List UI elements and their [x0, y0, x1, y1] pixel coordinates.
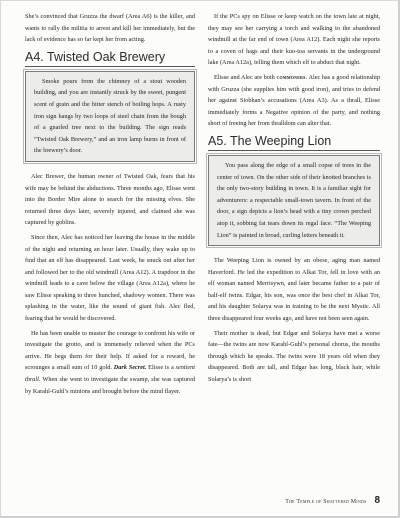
read-aloud-box-a4: Smoke pours from the chimney of a stout wooden building, and you are instantly struck by the sweet, pungent scent of grain and the bitter stench of boiling hops. A rusty iron sign hangs by two loops of steel chain from the bough of a gnarled tree next to the building. The sign reads “Twisted Oak Brewery,” and an iron lamp burns in front of the brewery’s door.	[25, 71, 195, 162]
body-text: Elisse and Alec are both	[214, 73, 277, 81]
right-column	[208, 11, 380, 389]
body-paragraph: Their mother is dead, but Edgar and Solarya have met a worse fate—the twins are now Karahl-Guhl’s personal chorus, the mouths through which he speaks. The twins were 18 years old when they disappeared. Both are tall, and Edgar has long, black hair, while Solarya’s is short	[208, 329, 380, 384]
section-heading-a5: A5. The Weeping Lion	[208, 134, 380, 151]
body-paragraph: If the PCs spy on Elisse or keep watch on the town late at night, they may see her carrying a torch and walking to the abandoned windmill at the far end of town (Area A12). Each night she reports to a coven of hags and their kuo-toa servants in the underground lake (Area A12a), telling them which elf to abduct that night.	[208, 13, 380, 67]
body-paragraph	[208, 72, 380, 130]
page-number: 8	[374, 495, 380, 506]
intro-paragraph: She’s convinced that Gruzza the dwarf (Area A6) is the killer, and wants to rally the militia to arrest and kill her immediately, but the lack of evidence has so far kept her from acting.	[25, 13, 195, 44]
inline-italic-term: sentient thrall	[25, 364, 196, 384]
body-text: . Alec has a good relationship with Gruzza (she supplies him with good iron), and tries to defend her against Siobhan’s accusations (Area A3). As a thrall, Elisse immediately forms a Negative opinion of the party, and nothing short of freeing her from thralldom can alter that.	[208, 73, 380, 128]
inline-bold-label: Dark Secret.	[113, 364, 147, 372]
body-paragraph: Since then, Alec has noticed her leaving the house in the middle of the night and returning an hour later. Usually, they wake up to find that an elf has disappeared. Last week, he snuck out after her and followed her to the old windmill (Area A12). A trapdoor in the windmill leads to a cave below the village (Area A12a), where he saw Elisse speaking to three hunched, shadowy women. There was splashing in the water, like the sound of giant fish. Alec fled, fearing that he would be discovered.	[25, 233, 195, 323]
left-column	[25, 11, 195, 400]
body-text: Elisse is a	[146, 364, 176, 372]
read-aloud-box-a5: You pass along the edge of a small copse of trees in the center of town. On the other side of their knotted branches is the only two-story building in town. It is a familiar sight for adventurers: a respectable small-town tavern. In front of the door, a sign depicts a lion’s head with a tiny crown perched atop it, sobbing fat tears down its regal face. “The Weeping Lion” is painted in broad, curling letters beneath it.	[208, 155, 380, 246]
footer-title: The Temple of Shattered Minds	[285, 499, 367, 505]
section-heading-a4: A4. Twisted Oak Brewery	[25, 50, 195, 67]
body-text: . When she went to investigate the swamp, she was captured by Karahl-Guhl’s minions and brought before the mind flayer.	[25, 376, 195, 395]
inline-smallcaps-term: commoners	[276, 73, 306, 81]
page-footer	[208, 495, 380, 506]
body-paragraph: Alec Brewer, the human owner of Twisted Oak, fears that his wife may be behind the abductions. Three months ago, Elisse went into the Border Mire alone to search for the missing elves. She returned three days later, severely injured, and claimed she was captured by goblins.	[25, 172, 195, 227]
body-paragraph: The Weeping Lion is owned by an obese, aging man named Haverford. He led the expedition to Alkai Tor, fell in love with an elf woman named Merrisywn, and later became father to a pair of half-elf twins. Edgar, his son, was once the best chef in Alkai Tor, and his daughter Solarya was in training to be the next Mystic. All three disappeared four weeks ago, and have not been seen again.	[208, 257, 380, 323]
body-text: He has been unable to muster the courage to confront his wife or investigate the grotto, and is immensely relieved when the PCs arrive. He begs them for their help. If asked for a reward, he scrounges a small sum of 10 gold.	[25, 329, 195, 372]
body-paragraph	[25, 328, 195, 398]
